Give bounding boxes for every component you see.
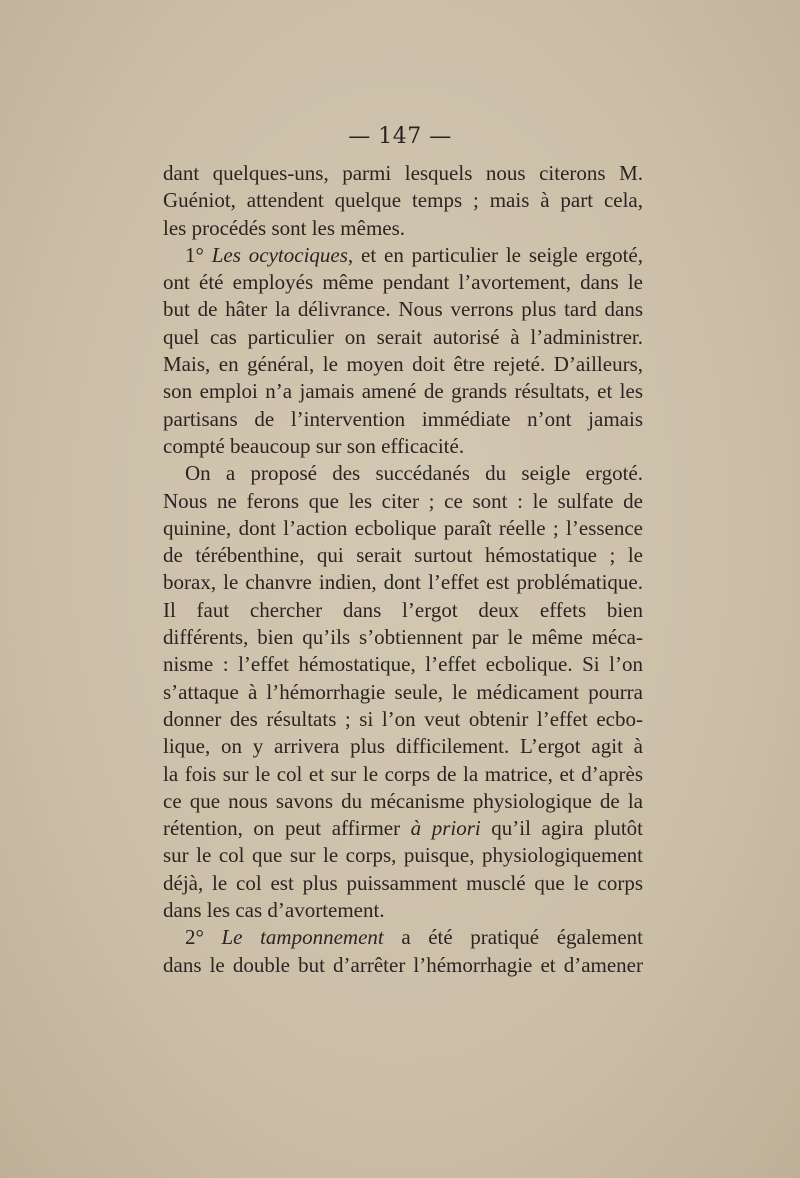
- text-line: dans le double but d’arrêter l’hémorrhagie et d’amener: [163, 952, 643, 977]
- text-fragment: rétention, on peut affirmer: [163, 816, 411, 841]
- emphasis-text: Les ocytociques: [211, 242, 348, 267]
- list-marker: 2°: [185, 925, 222, 950]
- text-line: On a proposé des succédanés du seigle ergoté.: [185, 461, 643, 486]
- text-line: lique, on y arrivera plus difficilement. L’ergot agit à: [163, 734, 643, 759]
- emphasis-text: à priori: [410, 816, 481, 841]
- text-line: sur le col que sur le corps, puisque, physiologiquement: [163, 843, 643, 868]
- text-fragment: qu’il agira plutôt: [480, 816, 643, 841]
- body-text: [163, 160, 643, 979]
- text-line: quel cas particulier on serait autorisé à l’administrer.: [163, 324, 643, 349]
- text-line: ont été employés même pendant l’avortement, dans le: [163, 270, 643, 295]
- text-line: ce que nous savons du mécanisme physiologique de la: [163, 788, 643, 813]
- page-number: — 147 —: [348, 124, 452, 149]
- text-line: nisme : l’effet hémostatique, l’effet ecbolique. Si l’on: [163, 652, 643, 677]
- text-line: borax, le chanvre indien, dont l’effet est problématique.: [163, 570, 643, 595]
- text-line: partisans de l’intervention immédiate n’ont jamais: [163, 406, 643, 431]
- text-line: la fois sur le col et sur le corps de la matrice, et d’après: [163, 761, 643, 786]
- text-line: différents, bien qu’ils s’obtiennent par le même méca-: [163, 625, 643, 650]
- text-line: son emploi n’a jamais amené de grands résultats, et les: [163, 379, 643, 404]
- text-line: compté beaucoup sur son efficacité.: [163, 433, 465, 458]
- emphasis-text: Le tamponnement: [221, 925, 384, 950]
- text-line: Nous ne ferons que les citer ; ce sont : le sulfate de: [163, 488, 643, 513]
- text-line: quinine, dont l’action ecbolique paraît réelle ; l’essence: [163, 515, 643, 540]
- text-line: dant quelques-uns, parmi lesquels nous citerons M.: [163, 161, 643, 185]
- text-line: s’attaque à l’hémorrhagie seule, le médicament pourra: [163, 679, 643, 704]
- text-line: donner des résultats ; si l’on veut obtenir l’effet ecbo-: [163, 706, 643, 731]
- text-line: déjà, le col est plus puissamment musclé que le corps: [163, 870, 643, 895]
- list-marker: 1°: [185, 242, 212, 267]
- text-line: Mais, en général, le moyen doit être rejeté. D’ailleurs,: [163, 352, 643, 377]
- text-line: Il faut chercher dans l’ergot deux effets bien: [163, 597, 643, 622]
- text-line: [163, 815, 643, 842]
- text-line: [163, 242, 643, 269]
- text-line: [163, 924, 643, 951]
- text-line: les procédés sont les mêmes.: [163, 215, 406, 240]
- text-line: dans les cas d’avortement.: [163, 898, 385, 923]
- text-fragment: a été pratiqué également: [383, 925, 643, 950]
- text-fragment: , et en particulier le seigle ergoté,: [347, 242, 643, 267]
- text-line: but de hâter la délivrance. Nous verrons plus tard dans: [163, 297, 643, 322]
- text-line: Guéniot, attendent quelque temps ; mais à part cela,: [163, 188, 643, 213]
- text-line: de térébenthine, qui serait surtout hémostatique ; le: [163, 543, 643, 568]
